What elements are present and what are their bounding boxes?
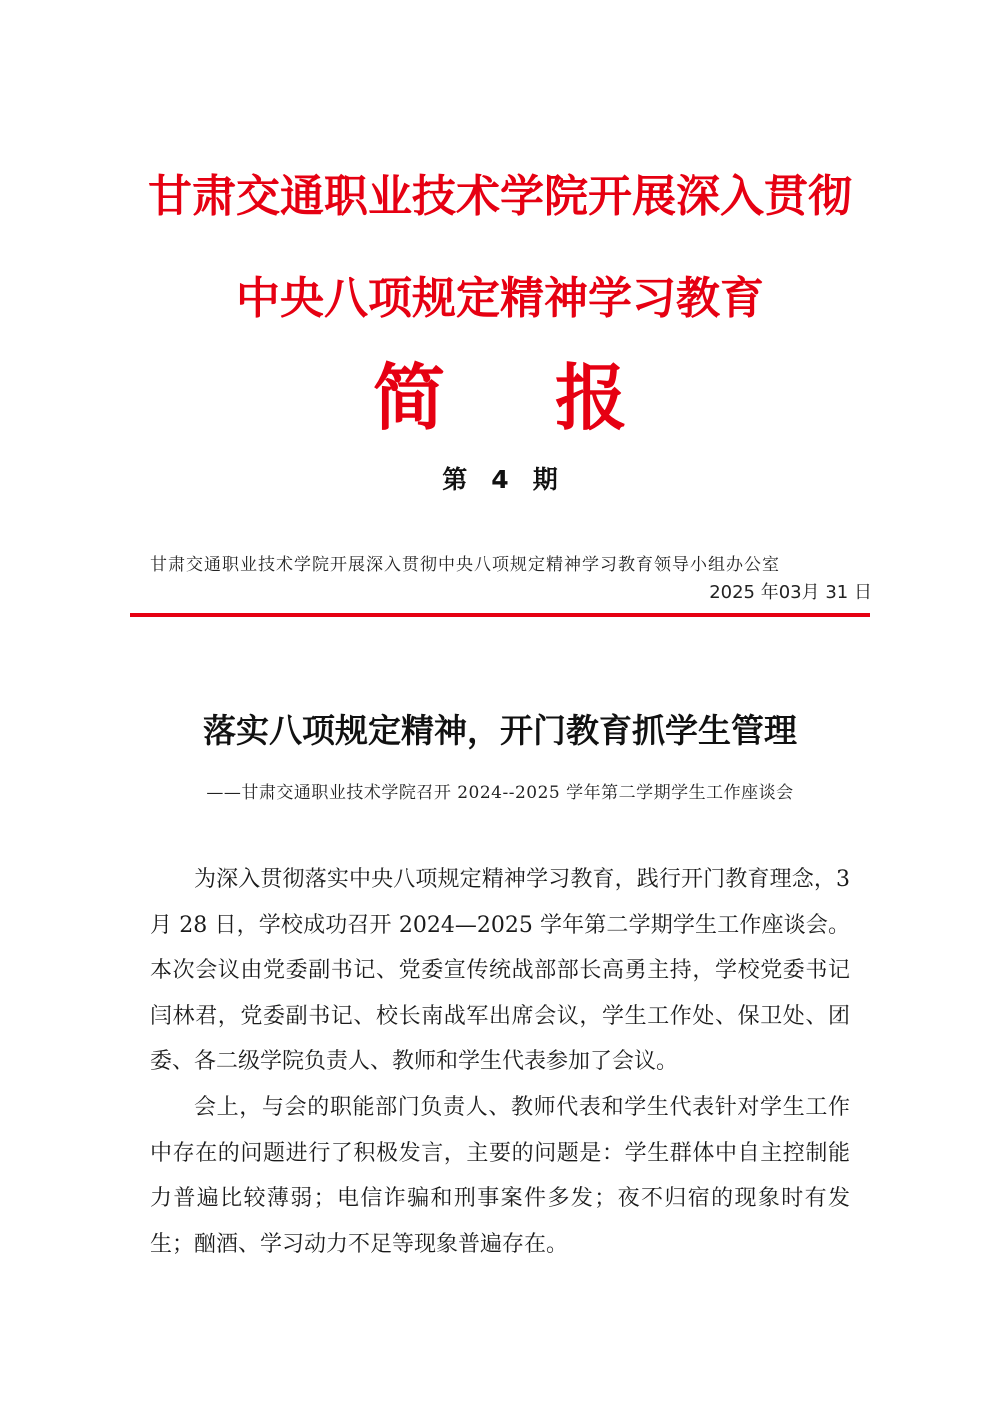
bulletin-name (0, 340, 1000, 444)
bulletin-name-char2: 报 (555, 355, 628, 440)
article-title: 落实八项规定精神，开门教育抓学生管理 (203, 711, 797, 750)
issue-date: 2025 年03月 31 日 (709, 582, 872, 603)
article-paragraph-2: 会上，与会的职能部门负责人、教师代表和学生代表针对学生工作中存在的问题进行了积极发言，主要的问题是：学生群体中自主控制能力普遍比较薄弱；电信诈骗和刑事案件多发；夜不归宿的现象时有发生；酗酒、学习动力不足等现象普遍存在。 (150, 1095, 850, 1257)
bulletin-title-line1: 甘肃交通职业技术学院开展深入贯彻 (148, 171, 852, 222)
bulletin-title-line2: 中央八项规定精神学习教育 (236, 273, 764, 324)
article-paragraph-1: 为深入贯彻落实中央八项规定精神学习教育，践行开门教育理念，3 月 28 日，学校成功召开 2024—2025 学年第二学期学生工作座谈会。本次会议由党委副书记、党委宣传统战部部长高勇主持，学校党委书记闫林君，党委副书记、校长南战军出席会议，学生工作处、保卫处、团委、各二级学院负责人、教师和学生代表参加了会议。 (150, 867, 850, 1074)
issuing-office: 甘肃交通职业技术学院开展深入贯彻中央八项规定精神学习教育领导小组办公室 (150, 555, 780, 575)
issue-number (0, 460, 1000, 496)
issue-value: 4 (491, 465, 509, 494)
issue-suffix: 期 (532, 465, 558, 494)
bulletin-name-char1: 简 (372, 355, 445, 440)
issue-prefix: 第 (442, 465, 468, 494)
header-divider (130, 613, 870, 617)
article-subtitle: ——甘肃交通职业技术学院召开 2024--2025 学年第二学期学生工作座谈会 (206, 783, 794, 803)
